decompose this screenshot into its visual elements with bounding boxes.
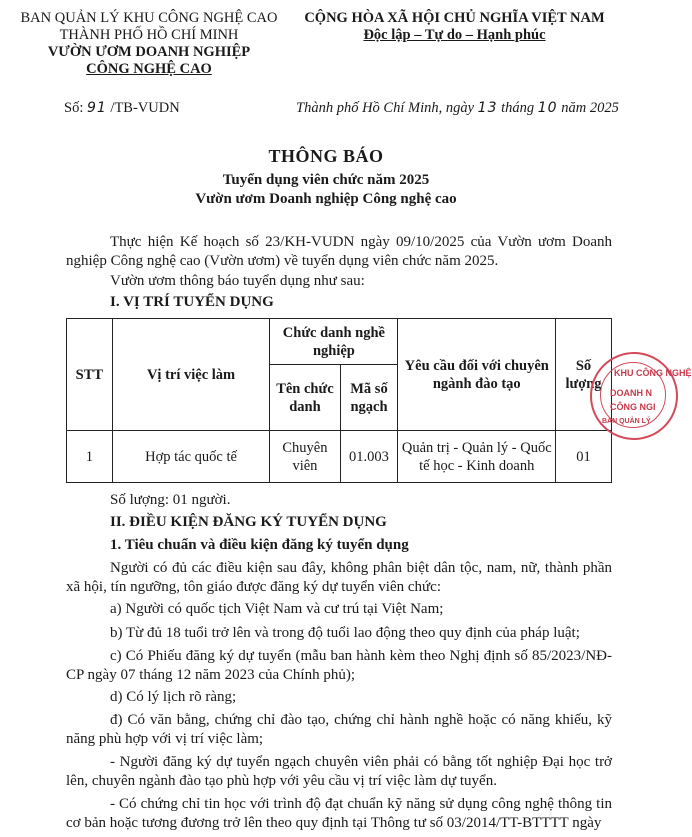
- condition-dash-1: - Người đăng ký dự tuyển ngạch chuyên viên phải có bằng tốt nghiệp Đại học trở lên, chuyên ngành đào tạo phù hợp với yêu cầu vị trí việc làm dự tuyển.: [66, 754, 612, 789]
- agency-line-3: VƯỜN ƯƠM DOANH NGHIỆP: [47, 44, 251, 60]
- subtitle-line-2: Vườn ươm Doanh nghiệp Công nghệ cao: [195, 191, 457, 207]
- section-1-heading: I. VỊ TRÍ TUYỂN DỤNG: [110, 294, 274, 310]
- motto: Độc lập – Tự do – Hạnh phúc: [363, 27, 546, 43]
- conditions-intro: Người có đủ các điều kiện sau đây, không phân biệt dân tộc, nam, nữ, thành phần xã hội, tín ngưỡng, tôn giáo được đăng ký dự tuyển viên chức:: [66, 560, 612, 595]
- document-title: THÔNG BÁO: [268, 146, 384, 166]
- cell-title-name: Chuyên viên: [270, 431, 340, 483]
- col-header-quantity: Số lượng: [556, 319, 612, 431]
- date-month-label: tháng: [501, 100, 535, 116]
- subsection-1-heading: 1. Tiêu chuẩn và điều kiện đăng ký tuyển dụng: [110, 537, 409, 553]
- col-header-position: Vị trí việc làm: [112, 319, 270, 431]
- date-month: 10: [537, 100, 558, 116]
- col-header-title-name: Tên chức danh: [270, 365, 340, 431]
- condition-c: c) Có Phiếu đăng ký dự tuyển (mẫu ban hành kèm theo Nghị định số 85/2023/NĐ-CP ngày 07 tháng 12 năm 2023 của Chính phủ);: [66, 648, 612, 683]
- document-number: [64, 100, 180, 117]
- condition-d: d) Có lý lịch rõ ràng;: [110, 689, 237, 705]
- cell-quantity: 01: [556, 431, 612, 483]
- table-row: [67, 431, 612, 483]
- quantity-note: Số lượng: 01 người.: [110, 492, 231, 508]
- col-header-requirement: Yêu cầu đối với chuyên ngành đào tạo: [398, 319, 556, 431]
- country-name: CỘNG HÒA XÃ HỘI CHỦ NGHĨA VIỆT NAM: [304, 10, 605, 26]
- issuing-agency: [18, 10, 280, 78]
- condition-dash-2: - Có chứng chỉ tin học với trình độ đạt chuẩn kỹ năng sử dụng công nghệ thông tin cơ bản hoặc tương đương trở lên theo quy định tại Thông tư số 03/2014/TT-BTTTT ngày: [66, 796, 612, 831]
- seal-text-1: KHU CÔNG NGHỆ: [614, 368, 692, 378]
- agency-line-2: THÀNH PHỐ HỒ CHÍ MINH: [59, 27, 239, 43]
- seal-text-2: DOANH N: [610, 388, 652, 398]
- seal-text-3: CÔNG NGI: [610, 402, 656, 412]
- col-header-code: Mã số ngạch: [340, 365, 398, 431]
- date-day: 13: [477, 100, 498, 116]
- date-prefix: Thành phố Hồ Chí Minh, ngày: [296, 100, 475, 116]
- agency-line-1: BAN QUẢN LÝ KHU CÔNG NGHỆ CAO: [20, 10, 278, 26]
- doc-number-suffix: /TB-VUDN: [110, 100, 180, 116]
- condition-a: a) Người có quốc tịch Việt Nam và cư trú tại Việt Nam;: [110, 601, 444, 617]
- subtitle-line-1: Tuyển dụng viên chức năm 2025: [222, 172, 430, 188]
- cell-code: 01.003: [340, 431, 398, 483]
- cell-position: Hợp tác quốc tế: [112, 431, 270, 483]
- doc-number-prefix: Số:: [64, 100, 84, 116]
- agency-line-4: CÔNG NGHỆ CAO: [86, 61, 212, 77]
- col-header-stt: STT: [67, 319, 113, 431]
- intro-paragraph: Thực hiện Kế hoạch số 23/KH-VUDN ngày 09/10/2025 của Vườn ươm Doanh nghiệp Công nghệ cao (Vườn ươm) về tuyển dụng viên chức năm 2025.: [66, 234, 612, 269]
- condition-b: b) Từ đủ 18 tuổi trở lên và trong độ tuổi lao động theo quy định của pháp luật;: [110, 625, 580, 641]
- col-header-title-group: Chức danh nghề nghiệp: [270, 319, 398, 365]
- seal-text-arc: BAN QUẢN LÝ: [602, 418, 651, 425]
- cell-requirement: Quản trị - Quản lý - Quốc tế học - Kinh doanh: [398, 431, 556, 483]
- intro-line-2: Vườn ươm thông báo tuyển dụng như sau:: [110, 273, 365, 289]
- section-2-heading: II. ĐIỀU KIỆN ĐĂNG KÝ TUYỂN DỤNG: [110, 514, 387, 530]
- cell-stt: 1: [67, 431, 113, 483]
- doc-number-handwritten: 91: [86, 100, 107, 116]
- positions-table: [66, 318, 612, 483]
- official-seal: [590, 352, 692, 440]
- national-motto: [282, 10, 627, 44]
- issue-date: [296, 100, 619, 117]
- condition-dd: đ) Có văn bằng, chứng chỉ đào tạo, chứng chỉ hành nghề hoặc có năng khiếu, kỹ năng phù hợp với vị trí việc làm;: [66, 712, 612, 747]
- date-year: năm 2025: [561, 100, 619, 116]
